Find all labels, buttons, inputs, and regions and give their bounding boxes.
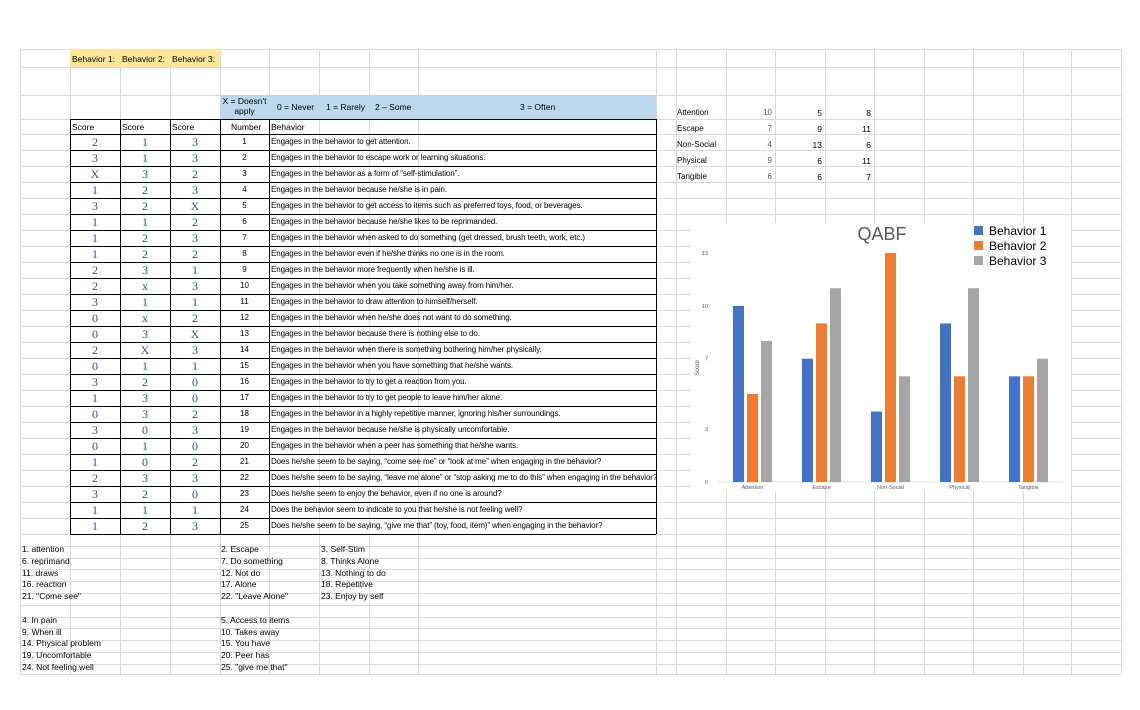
- score-cell-behavior-2[interactable]: 1: [142, 439, 148, 453]
- table-border: [656, 119, 657, 534]
- score-cell-behavior-3[interactable]: 3: [192, 151, 198, 165]
- key-item: 5. Access to items: [221, 615, 290, 625]
- item-number: 12: [240, 313, 249, 322]
- score-cell-behavior-1[interactable]: 3: [92, 487, 98, 501]
- key-item: 16. reaction: [22, 579, 67, 589]
- grid-col-line: [1071, 49, 1072, 674]
- summary-label: Attention: [677, 108, 709, 117]
- behavior-header-label: Behavior 3:: [172, 54, 215, 64]
- x-tick-label: Tangible: [1018, 485, 1039, 491]
- bar-behavior-1-physical: [940, 323, 951, 482]
- item-text: Engages in the behavior when you take something away from him/her.: [271, 281, 514, 290]
- item-text: Does he/she seem to be saying, “come see me” or “look at me” when engaging in the behavior?: [271, 457, 602, 466]
- score-cell-behavior-1[interactable]: 1: [92, 183, 98, 197]
- score-cell-behavior-2[interactable]: 2: [142, 247, 148, 261]
- key-item: 9. When ill: [22, 627, 62, 637]
- score-cell-behavior-3[interactable]: 3: [192, 279, 198, 293]
- column-header: Number: [231, 122, 262, 132]
- score-cell-behavior-1[interactable]: 0: [92, 311, 98, 325]
- legend-label: Behavior 2: [989, 239, 1047, 253]
- score-cell-behavior-1[interactable]: X: [90, 167, 100, 181]
- legend-x-doesnt-apply: X = Doesn't apply: [222, 96, 267, 116]
- item-number: 5: [242, 201, 247, 210]
- bar-behavior-2-tangible: [1023, 376, 1034, 482]
- summary-b1: 7: [767, 124, 772, 133]
- bar-behavior-3-non-social: [899, 376, 910, 482]
- score-cell-behavior-2[interactable]: 3: [142, 263, 148, 277]
- column-header: Score: [172, 122, 195, 132]
- column-header: Score: [122, 122, 145, 132]
- key-item: 10. Takes away: [221, 627, 280, 637]
- score-cell-behavior-3[interactable]: 2: [192, 215, 198, 229]
- bar-behavior-2-attention: [747, 394, 758, 482]
- bar-behavior-3-attention: [761, 341, 772, 482]
- grid-row-line: [20, 581, 1121, 582]
- score-cell-behavior-2[interactable]: 1: [142, 295, 148, 309]
- key-item: 17. Alone: [221, 579, 257, 589]
- key-item: 18. Repetitive: [321, 579, 373, 589]
- x-tick-label: Non-Social: [877, 485, 904, 491]
- item-text: Does he/she seem to be saying, “give me that” (toy, food, item)” when engaging in the behavior?: [271, 521, 603, 530]
- grid-row-line: [20, 640, 1121, 641]
- item-number: 13: [240, 329, 249, 338]
- score-cell-behavior-2[interactable]: 1: [142, 151, 148, 165]
- item-number: 15: [240, 361, 249, 370]
- item-text: Engages in the behavior as a form of “self-stimulation”.: [271, 169, 460, 178]
- score-cell-behavior-2[interactable]: 1: [142, 215, 148, 229]
- item-text: Engages in the behavior even if he/she thinks no one is in the room.: [271, 249, 505, 258]
- grid-row-line: [20, 652, 1121, 653]
- item-number: 24: [240, 505, 249, 514]
- legend-often: 3 = Often: [520, 102, 556, 112]
- score-cell-behavior-1[interactable]: 0: [92, 359, 98, 373]
- key-item: 14. Physical problem: [22, 638, 101, 648]
- key-item: 20. Peer has: [221, 650, 270, 660]
- y-tick-label: 10: [701, 303, 708, 310]
- key-item: 3. Self-Stim: [321, 544, 365, 554]
- score-cell-behavior-1[interactable]: 2: [92, 279, 98, 293]
- item-text: Does he/she seem to be saying, “leave me alone” or “stop asking me to do this” when engaging in the behavior?: [271, 473, 658, 482]
- score-cell-behavior-1[interactable]: 3: [92, 423, 98, 437]
- score-cell-behavior-1[interactable]: 1: [92, 215, 98, 229]
- score-cell-behavior-2[interactable]: 1: [142, 359, 148, 373]
- score-cell-behavior-3[interactable]: 0: [192, 439, 198, 453]
- score-cell-behavior-2[interactable]: x: [142, 279, 148, 293]
- score-cell-behavior-2[interactable]: 3: [142, 327, 148, 341]
- item-text: Engages in the behavior to try to get people to leave him/her alone.: [271, 393, 503, 402]
- grid-row-line: [20, 546, 1121, 547]
- legend-some: 2 – Some: [375, 102, 412, 112]
- column-header: Score: [72, 122, 95, 132]
- score-cell-behavior-1[interactable]: 1: [92, 503, 98, 517]
- item-text: Engages in the behavior because he/she is in pain.: [271, 185, 448, 194]
- table-border: [70, 119, 656, 120]
- score-cell-behavior-2[interactable]: x: [142, 311, 148, 325]
- key-item: 7. Do something: [221, 556, 283, 566]
- x-tick-label: Attention: [741, 485, 764, 491]
- legend-label: Behavior 1: [989, 224, 1047, 238]
- score-cell-behavior-1[interactable]: 3: [92, 199, 98, 213]
- summary-b3: 8: [866, 108, 871, 118]
- item-text: Engages in the behavior because there is nothing else to do.: [271, 329, 480, 338]
- score-cell-behavior-3[interactable]: 3: [192, 471, 198, 485]
- y-tick-label: 3: [704, 427, 708, 434]
- item-number: 18: [240, 409, 249, 418]
- score-cell-behavior-3[interactable]: X: [190, 199, 200, 213]
- score-cell-behavior-1[interactable]: 0: [92, 439, 98, 453]
- score-cell-behavior-1[interactable]: 2: [92, 343, 98, 357]
- score-cell-behavior-1[interactable]: 1: [92, 231, 98, 245]
- qabf-chart[interactable]: [691, 223, 1071, 491]
- item-number: 23: [240, 489, 249, 498]
- bar-behavior-1-attention: [733, 306, 744, 482]
- key-item: 21. "Come see": [22, 591, 81, 601]
- summary-b2: 5: [817, 108, 822, 118]
- key-item: 25. "give me that": [221, 662, 288, 672]
- score-cell-behavior-3[interactable]: 1: [192, 503, 198, 517]
- chart-title: QABF: [857, 224, 907, 244]
- item-text: Engages in the behavior to escape work or learning situations.: [271, 153, 486, 162]
- grid-row-line: [20, 617, 1121, 618]
- score-cell-behavior-3[interactable]: 2: [192, 247, 198, 261]
- column-header: Behavior: [271, 122, 305, 132]
- item-number: 7: [242, 233, 247, 242]
- score-cell-behavior-3[interactable]: 2: [192, 167, 198, 181]
- y-tick-label: 7: [704, 356, 708, 363]
- summary-label: Physical: [677, 156, 707, 165]
- score-cell-behavior-1[interactable]: 2: [92, 135, 98, 149]
- item-text: Engages in the behavior to get attention.: [271, 137, 411, 146]
- summary-b1: 10: [763, 108, 772, 117]
- score-cell-behavior-1[interactable]: 3: [92, 151, 98, 165]
- score-cell-behavior-3[interactable]: 1: [192, 263, 198, 277]
- item-number: 20: [240, 441, 249, 450]
- key-item: 1. attention: [22, 544, 65, 554]
- score-cell-behavior-2[interactable]: X: [140, 343, 150, 357]
- score-cell-behavior-3[interactable]: 1: [192, 359, 198, 373]
- score-cell-behavior-3[interactable]: 3: [192, 135, 198, 149]
- summary-b3: 11: [862, 156, 871, 166]
- score-cell-behavior-3[interactable]: X: [190, 327, 200, 341]
- score-cell-behavior-3[interactable]: 2: [192, 311, 198, 325]
- score-cell-behavior-3[interactable]: 1: [192, 295, 198, 309]
- score-cell-behavior-3[interactable]: 3: [192, 231, 198, 245]
- y-tick-label: 0: [704, 480, 708, 486]
- item-text: Engages in the behavior more frequently when he/she is ill.: [271, 265, 475, 274]
- score-cell-behavior-1[interactable]: 2: [92, 263, 98, 277]
- key-item: 12. Not do: [221, 568, 261, 578]
- item-number: 22: [240, 473, 249, 482]
- score-cell-behavior-2[interactable]: 2: [142, 231, 148, 245]
- item-number: 21: [240, 457, 249, 466]
- score-cell-behavior-3[interactable]: 0: [192, 391, 198, 405]
- score-cell-behavior-2[interactable]: 0: [142, 423, 148, 437]
- item-text: Engages in the behavior when he/she does not want to do something.: [271, 313, 512, 322]
- item-text: Does the behavior seem to indicate to you that he/she is not feeling well?: [271, 505, 523, 514]
- score-cell-behavior-1[interactable]: 1: [92, 247, 98, 261]
- legend-rarely: 1 = Rarely: [326, 102, 365, 112]
- score-cell-behavior-2[interactable]: 3: [142, 391, 148, 405]
- key-item: 19. Uncomfortable: [22, 650, 92, 660]
- score-cell-behavior-1[interactable]: 0: [92, 327, 98, 341]
- grid-row-line: [20, 67, 1121, 68]
- bar-behavior-1-tangible: [1009, 376, 1020, 482]
- score-cell-behavior-1[interactable]: 3: [92, 295, 98, 309]
- key-item: 2. Escape: [221, 544, 259, 554]
- item-number: 10: [240, 281, 249, 290]
- item-number: 16: [240, 377, 249, 386]
- y-tick-label: 13: [701, 251, 708, 257]
- bar-behavior-2-escape: [816, 323, 827, 482]
- key-item: 11. draws: [22, 568, 59, 578]
- chart-svg: [691, 223, 1071, 491]
- item-text: Engages in the behavior when you have something that he/she wants.: [271, 361, 514, 370]
- score-cell-behavior-1[interactable]: 1: [92, 519, 98, 533]
- item-number: 8: [242, 249, 247, 258]
- score-cell-behavior-3[interactable]: 2: [192, 407, 198, 421]
- score-cell-behavior-2[interactable]: 1: [142, 135, 148, 149]
- key-item: 22. "Leave Alone": [221, 591, 289, 601]
- score-cell-behavior-3[interactable]: 0: [192, 375, 198, 389]
- grid-row-line: [20, 569, 1121, 570]
- bar-behavior-1-escape: [802, 359, 813, 482]
- item-text: Engages in the behavior when there is something bothering him/her physically.: [271, 345, 542, 354]
- item-text: Engages in the behavior in a highly repetitive manner, ignoring his/her surroundings.: [271, 409, 561, 418]
- score-cell-behavior-2[interactable]: 3: [142, 407, 148, 421]
- item-number: 11: [240, 297, 249, 306]
- table-border: [70, 534, 656, 535]
- score-cell-behavior-2[interactable]: 2: [142, 199, 148, 213]
- grid-col-line: [20, 49, 21, 674]
- bar-behavior-3-escape: [830, 288, 841, 482]
- score-cell-behavior-3[interactable]: 3: [192, 183, 198, 197]
- summary-b2: 6: [817, 172, 822, 182]
- item-text: Engages in the behavior to get access to items such as preferred toys, food, or beverages.: [271, 201, 583, 210]
- key-item: 6. reprimand: [22, 556, 70, 566]
- bar-behavior-3-physical: [968, 288, 979, 482]
- bar-behavior-3-tangible: [1037, 359, 1048, 482]
- item-number: 19: [240, 425, 249, 434]
- grid-row-line: [20, 605, 1121, 606]
- grid-row-line: [20, 593, 1121, 594]
- x-tick-label: Physical: [949, 485, 970, 491]
- item-number: 3: [242, 169, 247, 178]
- score-cell-behavior-1[interactable]: 1: [92, 391, 98, 405]
- legend-never: 0 = Never: [277, 102, 315, 112]
- item-number: 9: [242, 265, 247, 274]
- score-cell-behavior-2[interactable]: 1: [142, 503, 148, 517]
- summary-label: Tangible: [677, 172, 707, 181]
- key-item: 8. Thinks Alone: [321, 556, 379, 566]
- y-axis-label: Score: [695, 360, 701, 376]
- grid-row-line: [20, 664, 1121, 665]
- x-tick-label: Escape: [812, 485, 831, 491]
- score-cell-behavior-1[interactable]: 2: [92, 471, 98, 485]
- summary-b3: 11: [862, 124, 871, 134]
- item-number: 4: [242, 185, 247, 194]
- item-text: Engages in the behavior because he/she likes to be reprimanded.: [271, 217, 498, 226]
- score-cell-behavior-3[interactable]: 2: [192, 455, 198, 469]
- score-cell-behavior-3[interactable]: 0: [192, 487, 198, 501]
- item-text: Engages in the behavior when asked to do something (get dressed, brush teeth, work, etc.): [271, 233, 585, 242]
- score-cell-behavior-3[interactable]: 3: [192, 519, 198, 533]
- summary-b2: 13: [812, 140, 822, 150]
- item-number: 2: [242, 153, 247, 162]
- item-text: Engages in the behavior because he/she is physically uncomfortable.: [271, 425, 510, 434]
- key-item: 24. Not feeling well: [22, 662, 94, 672]
- bar-behavior-2-non-social: [885, 253, 896, 482]
- score-cell-behavior-1[interactable]: 3: [92, 375, 98, 389]
- score-cell-behavior-3[interactable]: 3: [192, 423, 198, 437]
- summary-label: Non-Social: [677, 140, 717, 149]
- key-item: 15. You have: [221, 638, 271, 648]
- summary-b3: 7: [866, 172, 871, 182]
- summary-b1: 9: [767, 156, 772, 165]
- score-cell-behavior-2[interactable]: 3: [142, 471, 148, 485]
- key-item: 13. Nothing to do: [321, 568, 386, 578]
- score-cell-behavior-1[interactable]: 0: [92, 407, 98, 421]
- item-number: 17: [240, 393, 249, 402]
- item-text: Engages in the behavior to try to get a reaction from you.: [271, 377, 467, 386]
- grid-row-line: [20, 628, 1121, 629]
- key-item: 4. In pain: [22, 615, 57, 625]
- summary-label: Escape: [677, 124, 704, 133]
- score-cell-behavior-2[interactable]: 2: [142, 487, 148, 501]
- legend-swatch: [974, 256, 983, 265]
- bar-behavior-2-physical: [954, 376, 965, 482]
- score-cell-behavior-2[interactable]: 2: [142, 375, 148, 389]
- legend-swatch: [974, 226, 983, 235]
- grid-col-line: [1121, 49, 1122, 674]
- grid-row-line: [20, 558, 1121, 559]
- key-item: 23. Enjoy by self: [321, 591, 384, 601]
- summary-b3: 6: [866, 140, 871, 150]
- score-cell-behavior-3[interactable]: 3: [192, 343, 198, 357]
- summary-b2: 9: [817, 124, 822, 134]
- item-text: Engages in the behavior when a peer has something that he/she wants.: [271, 441, 519, 450]
- legend-swatch: [974, 241, 983, 250]
- bar-behavior-1-non-social: [871, 412, 882, 482]
- score-cell-behavior-2[interactable]: 3: [142, 167, 148, 181]
- behavior-header-label: Behavior 1:: [72, 54, 115, 64]
- item-number: 1: [242, 137, 247, 146]
- score-cell-behavior-2[interactable]: 2: [142, 519, 148, 533]
- item-number: 25: [240, 521, 249, 530]
- item-number: 6: [242, 217, 247, 226]
- behavior-header-label: Behavior 2:: [122, 54, 165, 64]
- item-text: Engages in the behavior to draw attention to himself/herself.: [271, 297, 478, 306]
- summary-b2: 6: [817, 156, 822, 166]
- summary-b1: 4: [767, 140, 772, 149]
- item-number: 14: [240, 345, 249, 354]
- grid-row-line: [20, 674, 1121, 675]
- item-text: Does he/she seem to enjoy the behavior, even if no one is around?: [271, 489, 502, 498]
- summary-b1: 6: [767, 172, 772, 181]
- legend-label: Behavior 3: [989, 254, 1047, 268]
- score-cell-behavior-1[interactable]: 1: [92, 455, 98, 469]
- score-cell-behavior-2[interactable]: 2: [142, 183, 148, 197]
- score-cell-behavior-2[interactable]: 0: [142, 455, 148, 469]
